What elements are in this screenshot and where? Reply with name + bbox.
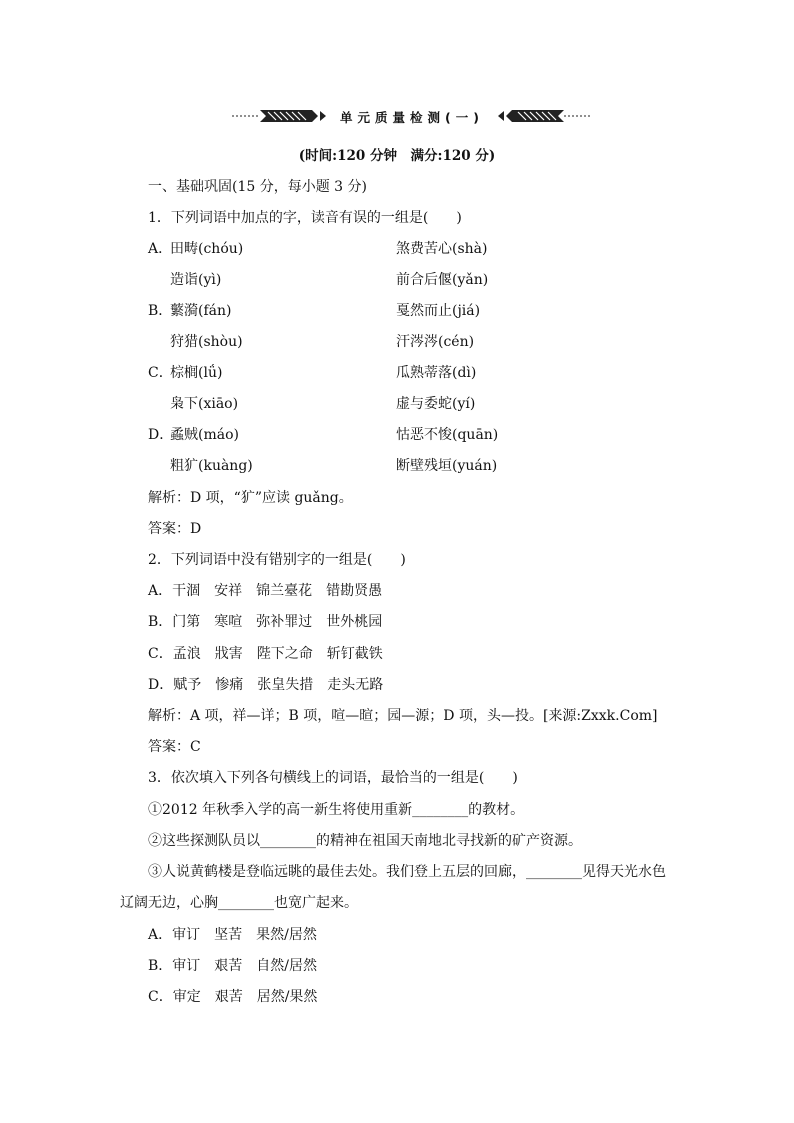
q2-option-b: B．门第 寒喧 弥补罪过 世外桃园 [148,614,383,630]
q1-option-a-left2: 造诣(yì) [170,272,222,288]
unit-banner [232,106,592,126]
q3-sentence-1: ①2012 年秋季入学的高一新生将使用重新________的教材。 [148,802,525,818]
q2-option-a: A．干涸 安祥 锦兰臺花 错勘贤愚 [148,583,383,599]
section-heading: 一、基础巩固(15 分，每小题 3 分) [148,179,367,195]
q1-option-c-left1: 棕榈(lǘ) [170,365,223,381]
q1-option-d-right1: 怙恶不悛(quān) [396,427,499,443]
q1-option-b-right1: 戛然而止(jiá) [396,303,481,319]
q1-option-a-right1: 煞费苦心(shà) [396,241,488,257]
q2-answer: 答案：C [148,739,201,755]
q2-analysis: 解析：A 项，祥—详；B 项，喧—暄；园—源；D 项，头—投。[来源:Zxxk.Com] [148,708,658,724]
q1-answer: 答案：D [148,521,202,537]
q3-sentence-3: ③人说黄鹤楼是登临远眺的最佳去处。我们登上五层的回廊，________见得天光水色 [148,864,666,880]
q1-option-c-right2: 虚与委蛇(yí) [396,396,476,412]
q1-analysis: 解析：D 项，“犷”应读 guǎng。 [148,490,353,506]
q1-option-a-letter: A． [148,241,173,257]
q1-option-b-left1: 蘩漪(fán) [170,303,232,319]
q2-option-c: C．孟浪 戕害 陛下之命 斩钉截铁 [148,646,383,662]
q3-option-b: B．审订 艰苦 自然/居然 [148,958,318,974]
q3-option-c: C．审定 艰苦 居然/果然 [148,989,318,1005]
q1-option-d-letter: D． [148,427,174,443]
q3-sentence-3-continued: 辽阔无边，心胸________也宽广起来。 [120,895,358,911]
q3-option-a: A．审订 坚苦 果然/居然 [148,927,317,943]
q1-option-b-right2: 汗涔涔(cén) [396,334,475,350]
q2-option-d: D．赋予 惨痛 张皇失措 走头无路 [148,677,384,693]
question-2-stem: 2．下列词语中没有错别字的一组是( ) [148,552,406,568]
exam-meta: (时间:120 分钟 满分:120 分) [298,148,496,164]
question-1-stem: 1．下列词语中加点的字，读音有误的一组是( ) [148,210,462,226]
question-3-stem: 3．依次填入下列各句横线上的词语，最恰当的一组是( ) [148,770,518,786]
q3-sentence-2: ②这些探测队员以________的精神在祖国天南地北寻找新的矿产资源。 [148,833,582,849]
banner-title: 单元质量检测(一) [340,110,484,125]
q1-option-b-letter: B． [148,303,173,319]
q1-option-c-letter: C． [148,365,173,381]
q1-option-a-left1: 田畴(chóu) [170,241,244,257]
q1-option-d-left2: 粗犷(kuàng) [170,458,253,474]
q1-option-c-right1: 瓜熟蒂落(dì) [396,365,477,381]
q1-option-d-left1: 蟊贼(máo) [170,427,239,443]
q1-option-a-right2: 前合后偃(yǎn) [396,272,489,288]
q1-option-b-left2: 狩猎(shòu) [170,334,243,350]
q1-option-d-right2: 断壁残垣(yuán) [396,458,498,474]
q1-option-c-left2: 枭下(xiāo) [170,396,239,412]
